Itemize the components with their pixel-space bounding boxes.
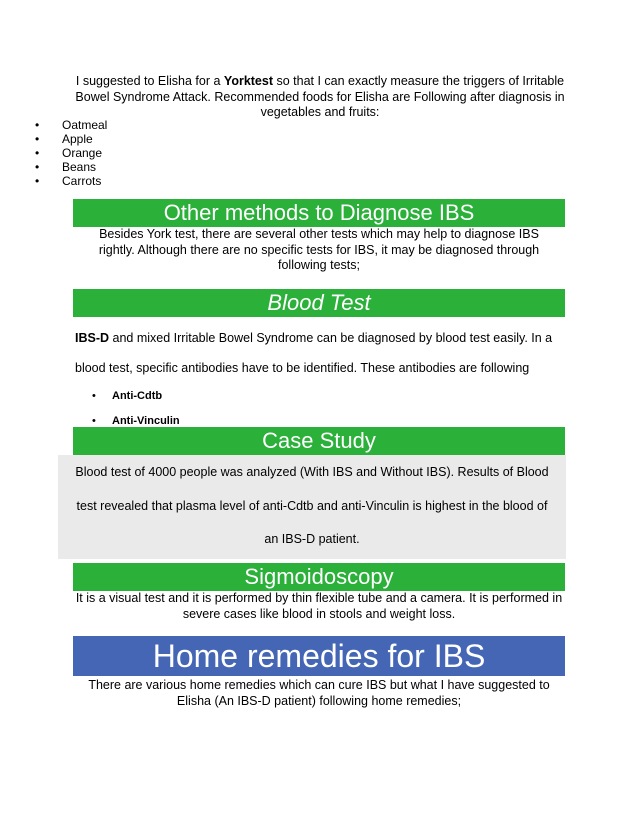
list-item: • Apple (34, 132, 234, 146)
list-item: • Anti-Cdtb (92, 390, 292, 403)
foods-list (34, 118, 234, 188)
intro-text-before: I suggested to Elisha for a (75, 74, 224, 88)
case-study-heading: Case Study (73, 427, 565, 455)
intro-paragraph (75, 74, 565, 121)
yorktest-bold: Yorktest (223, 74, 273, 88)
case-study-line2: test revealed that plasma level of anti-Cdtb and anti-Vinculin is highest in the blood of (76, 499, 548, 513)
list-item: • Orange (34, 146, 234, 160)
sigmoidoscopy-text: It is a visual test and it is performed by thin flexible tube and a camera. It is performed in severe cases like blood in stools and weight loss. (75, 591, 563, 621)
antibodies-list (92, 390, 292, 428)
sigmoidoscopy-heading: Sigmoidoscopy (73, 563, 565, 591)
intro-text-after: so that I can exactly measure the triggers of Irritable Bowel Syndrome Attack. Recommended foods for Elisha are Following after diagnosis in vegetables and fruits: (75, 74, 565, 119)
blood-test-line2: blood test, specific antibodies have to be identified. These antibodies are following (75, 361, 530, 375)
list-item: • Carrots (34, 174, 234, 188)
case-study-line3: an IBS-D patient. (264, 532, 360, 546)
list-item: • Anti-Vinculin (92, 415, 292, 428)
case-study-line1: Blood test of 4000 people was analyzed (With IBS and Without IBS). Results of Blood (75, 465, 549, 479)
list-item: • Oatmeal (34, 118, 234, 132)
other-methods-text: Besides York test, there are several other tests which may help to diagnose IBS rightly. Although there are no specific tests for IBS, it may be diagnosed through following tests; (98, 227, 540, 272)
blood-test-line1 (75, 331, 575, 346)
case-study-block (58, 455, 566, 559)
list-item: • Beans (34, 160, 234, 174)
home-remedies-text: There are various home remedies which can cure IBS but what I have suggested to Elisha (An IBS-D patient) following home remedies; (88, 678, 550, 708)
ibs-d-bold: IBS-D (75, 331, 110, 345)
blood-test-line1-rest: and mixed Irritable Bowel Syndrome can be diagnosed by blood test easily. In a (109, 331, 553, 345)
blood-test-heading: Blood Test (73, 289, 565, 317)
home-remedies-heading: Home remedies for IBS (73, 636, 565, 676)
other-methods-heading: Other methods to Diagnose IBS (73, 199, 565, 227)
